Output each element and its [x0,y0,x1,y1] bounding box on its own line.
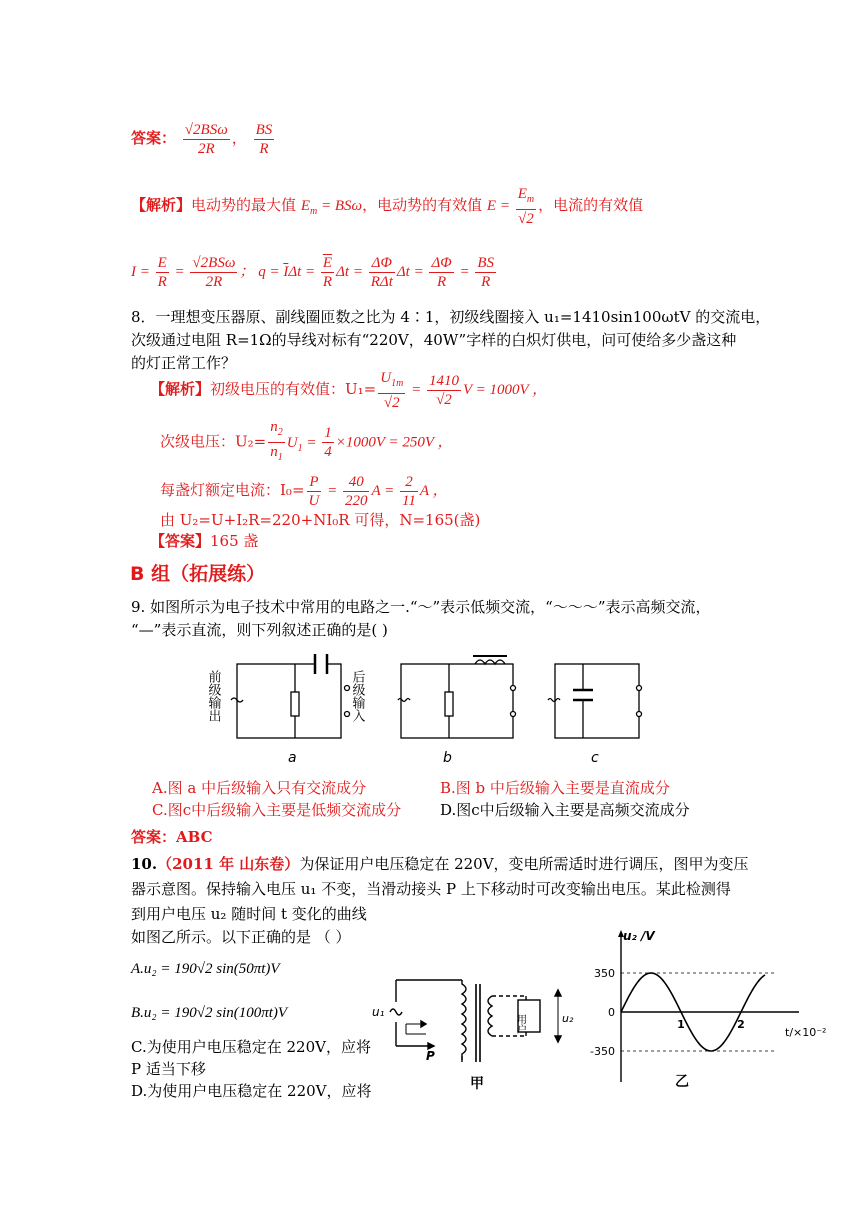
q10-option-b: B.u₂ = 190√2 sin(100πt)V [131,1005,288,1021]
q7-e-formula: E = [486,198,514,214]
q8-secondary-text: 次级电压：U₂= [160,432,267,451]
q8-analysis-label: 【解析】 [150,380,211,398]
q10-option-a: A.u₂ = 190√2 sin(50πt)V [131,961,280,977]
fig-a-left-label: 前级输出 [205,670,221,722]
q9-answer-label: 答案： [131,828,177,846]
q7-answer-label: 答案： [131,129,177,147]
fig-jia-caption: 甲 [470,1076,484,1092]
q8-primary-eq: = [407,382,425,398]
fig-jia-u1: u₁ [372,1005,385,1019]
q10-source: （2011 年 山东卷） [157,855,300,873]
x-tick-1: 1 [677,1018,685,1031]
q8-question-line-1: 8．一理想变压器原、副线圈匝数之比为 4∶1，初级线圈接入 u₁=1410sin100ωtV 的交流电， [131,308,771,326]
q8-answer-label: 【答案】 [150,532,211,550]
q7-answer [131,118,276,158]
q8-analysis-secondary [160,418,453,471]
fig-jia-p: P [426,1049,435,1063]
q7-analysis-text-1: 电动势的最大值 [191,196,297,214]
q10-question-line-4: 如图乙所示。以下正确的是 （ ） [131,928,351,946]
section-b-title: B 组（拓展练） [130,563,266,585]
y-tick-neg350: -350 [590,1045,615,1058]
q7-answer-separator: ， [231,129,247,147]
q7-charge-separator: ； [239,264,255,280]
q7-current-charge-formula: I = $\frac{E}{R}$ = $\frac{\text{√2BSω}}{2R}$ ； $q = \overline{I}\Delta t$ = $\frac{\overline{E}}{R}$ Δt = $\frac{\Delta\Phi}{\text{RΔt}}$ Δt = $\frac{\Delta\Phi}{R}$ = $\frac{BS}{R}$ [131,255,494,291]
fig-label-b: b [443,750,452,766]
fig-a-right-label: 后级输入 [349,670,365,722]
q7-emax-formula: $E_m = BS\omega$ [300,198,363,217]
q10-question-text-1: 为保证用户电压稳定在 220V，变电所需适时进行调压，图甲为变压 [299,855,749,873]
q7-answer-formula-1: $\frac{\text{√2BSω}}{2R}$ [184,121,228,157]
chart-xlabel: t/×10⁻² [785,1026,827,1039]
x-tick-2: 2 [737,1018,745,1031]
y-tick-350: 350 [594,967,615,980]
q10-number: 10. [131,855,158,873]
q8-analysis-primary [150,367,547,412]
q8-secondary-fraction-2: $\frac{1}{4}$ [324,425,332,460]
y-tick-0: 0 [608,1006,615,1019]
q8-current-fraction-2: $\frac{40}{220}$ [344,473,368,509]
q8-secondary-fraction-1: $\frac{n_2}{n_1}$ [270,419,283,463]
q9-option-b: B.图 b 中后级输入主要是直流成分 [440,779,670,797]
q10-question-line-3: 到用户电压 u₂ 随时间 t 变化的曲线 [131,905,367,923]
q10-option-c-line-2: P 适当下移 [131,1060,206,1078]
q8-question-line-3: 的灯正常工作？ [131,354,237,372]
q8-analysis-current: 每盏灯额定电流：I₀= $\frac{P}{U}$ = $\frac{40}{220}$ A = $\frac{2}{11}$ A ， [160,473,448,509]
q8-current-fraction-3: $\frac{2}{11}$ [402,473,416,509]
q8-primary-fraction-1: $\frac{U_{1m}}{√2}$ [380,369,404,411]
q9-option-d: D.图c中后级输入主要是高频交流成分 [440,801,690,819]
q7-analysis-text-3: ，电流的有效值 [538,196,644,214]
q10-transformer-figure [366,972,580,1098]
q8-current-text: 每盏灯额定电流：I₀= [160,481,305,499]
fig-jia-user: 用户 [514,1014,526,1034]
q7-analysis-text-2: ，电动势的有效值 [362,196,483,214]
q9-question-line-1: 9. 如图所示为电子技术中常用的电路之一.“～”表示低频交流，“～～～”表示高频交流， [131,598,711,616]
fig-label-c: c [591,750,599,766]
q7-e-fraction: $\frac{E_m}{√2}$ [517,185,535,227]
q10-question-line-1 [131,853,749,875]
q7-analysis [131,183,643,234]
q8-question-line-2: 次级通过电阻 R=1Ω的导线对标有“220V，40W”字样的白炽灯供电，问可使给多少盏这种 [131,331,737,349]
q10-option-d-line-1: D.为使用户电压稳定在 220V，应将 [131,1082,372,1100]
q8-current-fraction-1: $\frac{P}{U}$ [308,473,320,509]
q9-option-a: A.图 a 中后级输入只有交流成分 [152,779,367,797]
q9-answer [131,826,213,848]
q8-relation: 由 U₂=U+I₂R=220+NI₀R 可得，N=165(盏) [160,511,481,529]
q10-question-line-2: 器示意图。保持输入电压 u₁ 不变，当滑动接头 P 上下移动时可改变输出电压。某此检测得 [131,880,731,898]
chart-caption: 乙 [675,1074,689,1090]
q8-primary-fraction-2: $\frac{1410}{√2}$ [428,372,459,408]
q7-analysis-label: 【解析】 [131,196,192,214]
q9-circuits-figure [205,648,665,770]
q8-secondary-mid: $U_1$ = [286,434,321,454]
q10-option-c-line-1: C.为使用户电压稳定在 220V，应将 [131,1038,371,1056]
q8-primary-result: V = 1000V ， [462,382,548,398]
chart-ylabel: u₂ /V [623,929,655,943]
q9-option-c: C.图c中后级输入主要是低频交流成分 [152,801,402,819]
fig-label-a: a [288,750,297,766]
fig-jia-u2: u₂ [562,1012,574,1025]
q9-question-line-2: “—”表示直流，则下列叙述正确的是( ) [131,621,388,639]
q9-answer-value: ABC [176,828,213,846]
q8-primary-text: 初级电压的有效值：U₁= [210,380,377,398]
q10-voltage-chart [585,924,835,1094]
q8-answer-value: 165 盏 [210,532,259,550]
q7-answer-formula-2: $\frac{BS}{R}$ [255,121,273,157]
q8-answer [150,530,258,552]
q8-secondary-result: ×1000V = 250V ， [335,434,453,451]
